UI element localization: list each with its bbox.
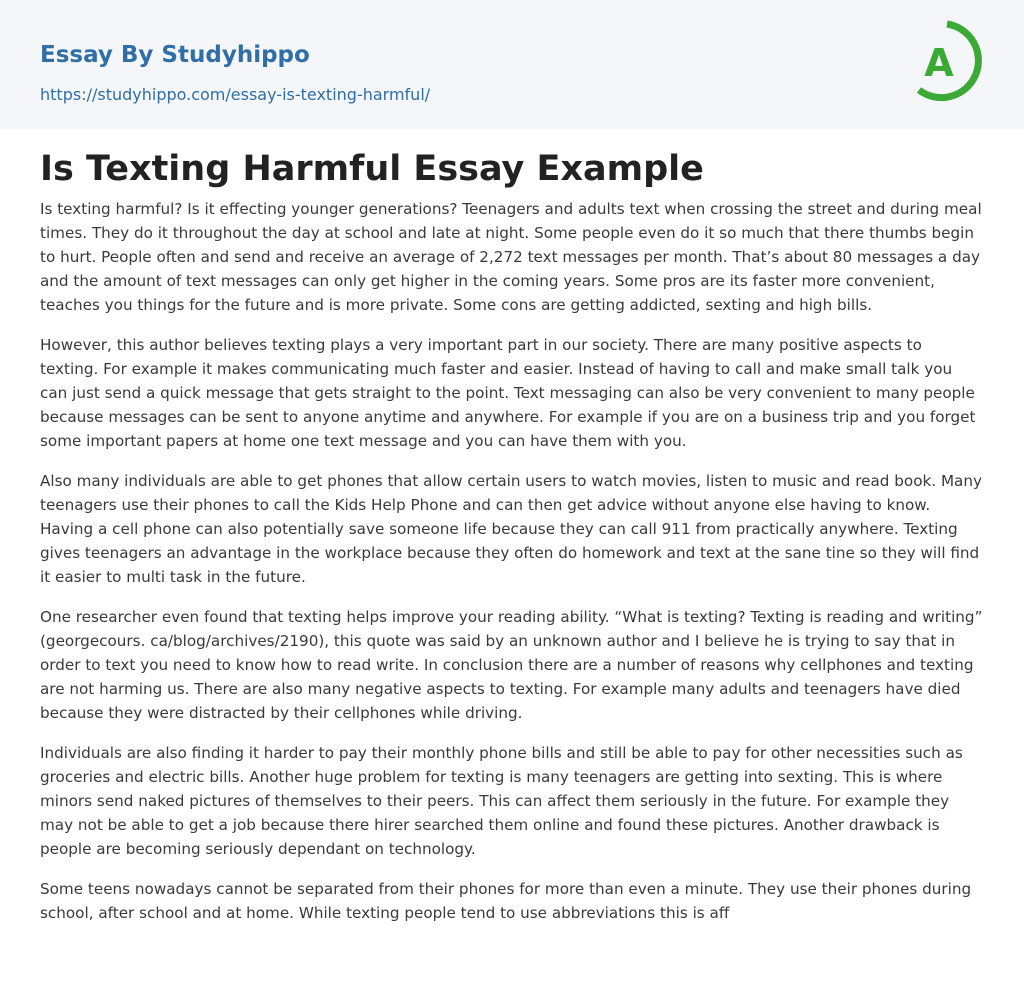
- essay-paragraph-2: However, this author believes texting plays a very important part in our society. There are many positive aspects to texting. For example it makes communicating much faster and easier. Instead of having to call and make small talk you can just send a quick message that gets straight to the point. Text messaging can also be very convenient to many people because messages can be sent to anyone anytime and anywhere. For example if you are on a business trip and you forget some important papers at home one text message and you can have them with you.: [40, 336, 976, 450]
- essay-paragraph-1: Is texting harmful? Is it effecting younger generations? Teenagers and adults text when crossing the street and during meal times. They do it throughout the day at school and late at night. Some people even do it so much that there thumbs begin to hurt. People often and send and receive an average of 2,272 text messages per month. That’s about 80 messages a day and the amount of text messages can only get higher in the coming years. Some pros are its faster more convenient, teaches you things for the future and is more private. Some cons are getting addicted, sexting and high bills.: [40, 200, 982, 314]
- logo-letter: A: [924, 41, 954, 85]
- essay-paragraph-4: One researcher even found that texting helps improve your reading ability. “What is texting? Texting is reading and writing” (georgecours. ca/blog/archives/2190), this quote was said by an unknown author and I believe he is trying to say that in order to text you need to know how to read write. In conclusion there are a number of reasons why cellphones and texting are not harming us. There are also many negative aspects to texting. For example many adults and teenagers have died because they were distracted by their cellphones while driving.: [40, 608, 983, 722]
- essay-paragraph-3: Also many individuals are able to get phones that allow certain users to watch movies, listen to music and read book. Many teenagers use their phones to call the Kids Help Phone and can then get advice without anyone else having to know. Having a cell phone can also potentially save someone life because they can call 911 from practically anywhere. Texting gives teenagers an advantage in the workplace because they often do homework and text at the sane tine so they will find it easier to multi task in the future.: [40, 472, 982, 586]
- essay-paragraph-5: Individuals are also finding it harder to pay their monthly phone bills and still be able to pay for other necessities such as groceries and electric bills. Another huge problem for texting is many teenagers are getting into sexting. This is where minors send naked pictures of themselves to their peers. This can affect them seriously in the future. For example they may not be able to get a job because there hirer searched them online and found these pictures. Another drawback is people are becoming seriously dependant on technology.: [40, 744, 963, 858]
- essay-title: Is Texting Harmful Essay Example: [40, 149, 704, 189]
- site-brand[interactable]: Essay By Studyhippo: [40, 42, 310, 68]
- essay-url-link[interactable]: https://studyhippo.com/essay-is-texting-harmful/: [40, 85, 431, 104]
- essay-paragraph-6: Some teens nowadays cannot be separated from their phones for more than even a minute. They use their phones during school, after school and at home. While texting people tend to use abbreviations this is aff: [40, 880, 972, 922]
- essay-content: [0, 129, 1024, 925]
- studyhippo-logo-icon[interactable]: [910, 18, 988, 106]
- site-header: [0, 0, 1024, 129]
